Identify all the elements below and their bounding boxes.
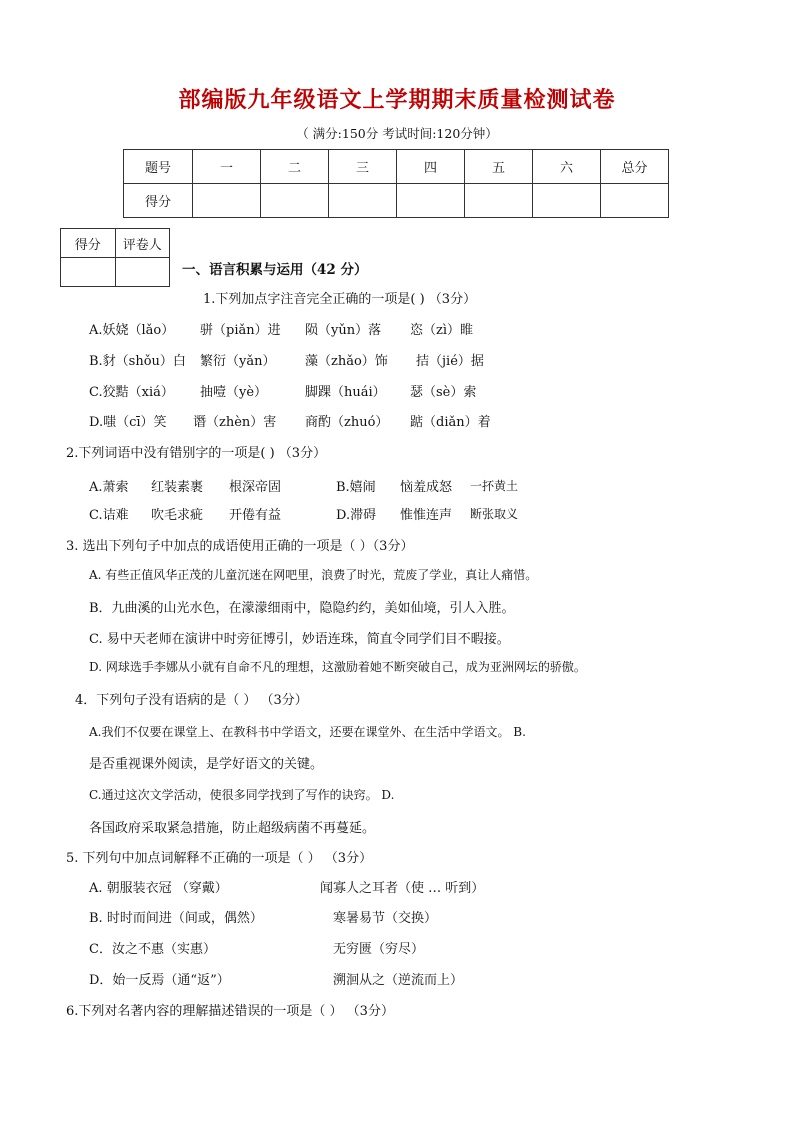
score-table-cell: 总分 <box>601 150 669 184</box>
score-entry-cell[interactable] <box>193 184 261 218</box>
q1-option-c: 瑟（sè）索 <box>410 385 477 400</box>
question-1-stem: 1.下列加点字注音完全正确的一项是( ) （3分） <box>203 292 477 307</box>
q1-option-b: 拮（jié）据 <box>416 354 484 369</box>
q2-option-a: 红装素裹 <box>151 480 204 495</box>
q4-option-a: A.我们不仅要在课堂上、在教科书中学语文，还要在课堂外、在生活中学语文。 B. <box>89 725 526 739</box>
q5-option-d: 溯洄从之（逆流而上） <box>333 973 464 988</box>
q5-option-a: A. 朝服装衣冠 （穿戴） <box>89 881 228 896</box>
score-table-cell: 五 <box>465 150 533 184</box>
q2-option-c: 开倦有益 <box>229 508 282 523</box>
question-2-stem: 2.下列词语中没有错别字的一项是( ) （3分） <box>66 446 327 461</box>
score-entry-cell[interactable] <box>261 184 329 218</box>
grader-name-entry[interactable] <box>115 258 170 287</box>
q1-option-a: 骈（piǎn）进 <box>200 323 281 338</box>
score-entry-cell[interactable] <box>329 184 397 218</box>
q1-option-b: 繁衍（yǎn） <box>200 354 276 369</box>
q5-option-b: B. 时时而间进（间或，偶然） <box>89 911 263 926</box>
score-table-cell: 三 <box>329 150 397 184</box>
page-title: 部编版九年级语文上学期期末质量检测试卷 <box>178 87 616 113</box>
q2-option-b: 恼羞成怒 <box>400 480 453 495</box>
q1-option-a: 恣（zì）睢 <box>410 323 474 338</box>
q2-option-b: B.嬉闹 <box>336 480 376 495</box>
q5-option-a: 闻寡人之耳者（使 … 听到） <box>320 881 485 896</box>
score-table-cell: 四 <box>397 150 465 184</box>
q2-option-c: C.诘难 <box>89 508 129 523</box>
q2-option-d: 断张取义 <box>470 507 519 521</box>
q1-option-b: 藻（zhǎo）饰 <box>305 354 388 369</box>
score-entry-cell[interactable] <box>397 184 465 218</box>
score-table-score-row <box>124 184 669 218</box>
q2-option-c: 吹毛求疵 <box>151 508 204 523</box>
q1-option-d: 商酌（zhuó） <box>305 415 389 430</box>
score-entry-cell[interactable] <box>465 184 533 218</box>
q5-option-b: 寒暑易节（交换） <box>333 911 438 926</box>
q2-option-d: D.滞碍 <box>336 508 377 523</box>
q1-option-d: 踮（diǎn）着 <box>410 415 491 430</box>
question-5-stem: 5. 下列句中加点词解释不正确的一项是（ ） （3分） <box>66 851 373 866</box>
score-table-cell: 题号 <box>124 150 193 184</box>
q4-option-d: 各国政府采取紧急措施，防止超级病菌不再蔓延。 <box>89 821 376 836</box>
q2-option-a: A.萧索 <box>89 480 129 495</box>
q1-option-d: D.嗤（cī）笑 <box>89 415 167 430</box>
section-heading: 一、语言积累与运用（42 分） <box>182 262 368 278</box>
q2-option-d: 惟惟连声 <box>400 508 453 523</box>
q3-option-d: D. 网球选手李娜从小就有自命不凡的理想，这激励着她不断突破自己，成为亚洲网坛的骄傲。 <box>89 660 586 674</box>
q3-option-c: C. 易中天老师在演讲中时旁征博引，妙语连珠，简直令同学们目不暇接。 <box>89 632 510 647</box>
q1-option-a: A.妖娆（lǎo） <box>89 323 175 338</box>
q2-option-a: 根深帝固 <box>229 480 282 495</box>
score-entry-cell[interactable] <box>601 184 669 218</box>
score-table-cell: 得分 <box>124 184 193 218</box>
q3-option-b: B．九曲溪的山光水色，在濛濛细雨中，隐隐约约，美如仙境，引人入胜。 <box>89 601 515 616</box>
q1-option-a: 陨（yǔn）落 <box>305 323 382 338</box>
q1-option-c: C.狡黠（xiá） <box>89 385 174 400</box>
q1-option-b: B.豺（shǒu）白 <box>89 354 186 369</box>
q3-option-a: A. 有些正值风华正茂的儿童沉迷在网吧里，浪费了时光，荒废了学业，真让人痛惜。 <box>89 568 538 582</box>
exam-info: （ 满分:150分 考试时间:120分钟） <box>296 126 498 141</box>
question-4-stem: 4．下列句子没有语病的是（ ） （3分） <box>75 693 308 708</box>
score-table <box>123 149 669 218</box>
score-table-cell: 六 <box>533 150 601 184</box>
q4-option-c: C.通过这次文学活动，使很多同学找到了写作的诀窍。 D. <box>89 788 395 802</box>
question-6-stem: 6.下列对名著内容的理解描述错误的一项是（ ） （3分） <box>66 1004 394 1019</box>
score-table-cell: 二 <box>261 150 329 184</box>
q4-option-b: 是否重视课外阅读，是学好语文的关键。 <box>89 757 324 772</box>
grader-table-grader-label: 评卷人 <box>115 229 170 258</box>
grader-score-entry[interactable] <box>61 258 116 287</box>
score-entry-cell[interactable] <box>533 184 601 218</box>
score-table-cell: 一 <box>193 150 261 184</box>
q5-option-d: D．始一反焉（通“返”） <box>89 973 230 988</box>
q2-option-b: 一抔黄土 <box>470 479 519 493</box>
score-table-header-row <box>124 150 669 184</box>
q1-option-c: 脚踝（huái） <box>305 385 386 400</box>
question-3-stem: 3. 选出下列句子中加点的成语使用正确的一项是（ ）（3分） <box>66 539 414 554</box>
q5-option-c: 无穷匮（穷尽） <box>333 942 425 957</box>
q1-option-d: 谮（zhèn）害 <box>193 415 277 430</box>
grader-table-score-label: 得分 <box>61 229 116 258</box>
q1-option-c: 抽噎（yè） <box>200 385 268 400</box>
q5-option-c: C．汝之不惠（实惠） <box>89 942 216 957</box>
grader-table <box>60 228 170 287</box>
